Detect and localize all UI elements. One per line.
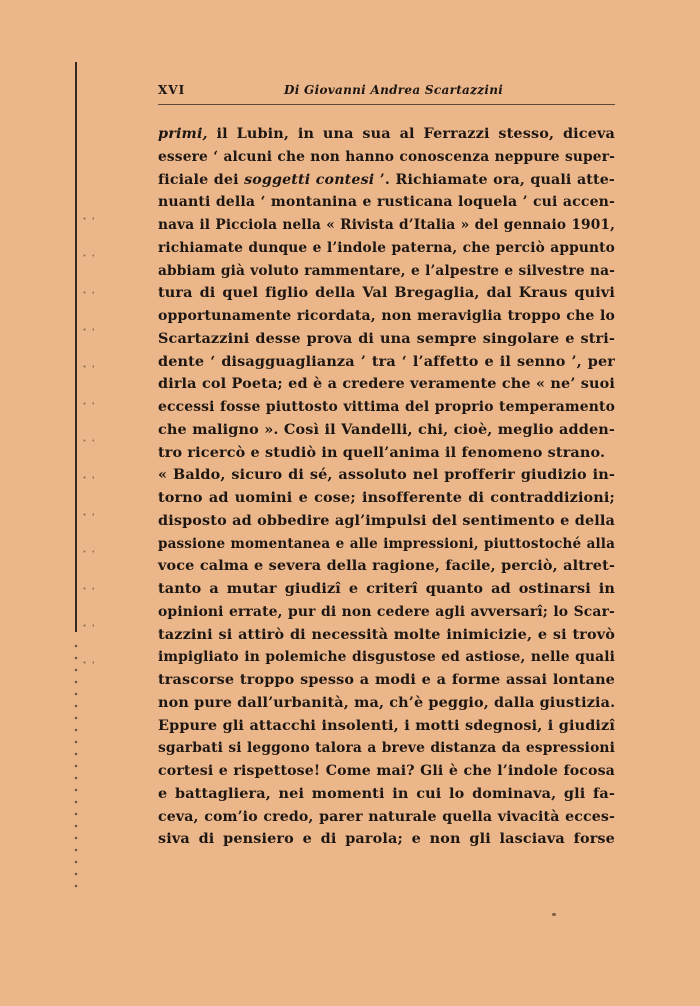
text-line: voce calma e severa della ragione, facile, perciò, altret- bbox=[158, 557, 615, 575]
binding-edge-dots bbox=[74, 640, 78, 890]
header-rule bbox=[158, 104, 615, 105]
text-run: ficiale dei bbox=[158, 171, 245, 188]
text-line: che maligno ». Così il Vandelli, chi, cioè, meglio adden- bbox=[158, 420, 615, 438]
text-line: ceva, com’io credo, parer naturale quella vivacità ecces- bbox=[158, 808, 615, 825]
page-number: XVI bbox=[158, 83, 186, 97]
binding-edge-rule bbox=[75, 62, 77, 632]
text-line: trascorse troppo spesso a modi e a forme assai lontane bbox=[158, 671, 615, 688]
text-line: tura di quel figlio della Val Bregaglia, dal Kraus quivi bbox=[158, 284, 615, 302]
ink-speck bbox=[552, 913, 556, 916]
text-line: e battagliera, nei momenti in cui lo dominava, gli fa- bbox=[158, 784, 615, 802]
text-line: dirla col Poeta; ed è a credere veramente che « ne’ suoi bbox=[158, 375, 615, 393]
text-line: tanto a mutar giudizî e criterî quanto ad ostinarsi in bbox=[158, 580, 615, 597]
text-line: non pure dall’urbanità, ma, ch’è peggio, dalla giustizia. bbox=[158, 693, 616, 711]
text-line: torno ad uomini e cose; insofferente di contraddizioni; bbox=[158, 489, 615, 506]
text-line: impigliato in polemiche disgustose ed astiose, nelle quali bbox=[158, 649, 615, 666]
text-line bbox=[158, 169, 615, 192]
text-line: passione momentanea e alle impressioni, piuttostoché alla bbox=[158, 535, 615, 552]
text-run: ’. Richiamate ora, quali atte- bbox=[374, 171, 615, 188]
text-line: « Baldo, sicuro di sé, assoluto nel profferir giudizio in- bbox=[158, 466, 615, 484]
text-line: opportunamente ricordata, non meraviglia troppo che lo bbox=[158, 308, 615, 324]
body-text bbox=[158, 123, 615, 851]
text-line: nava il Picciola nella « Rivista d’Italia » del gennaio 1901, bbox=[158, 217, 615, 233]
text-italic: soggetti contesi bbox=[244, 171, 375, 188]
text-line: Scartazzini desse prova di una sempre singolare e stri- bbox=[158, 329, 615, 347]
text-line: eccessi fosse piuttosto vittima del proprio temperamento bbox=[158, 399, 615, 415]
text-line: nuanti della ‘ montanina e rusticana loquela ’ cui accen- bbox=[158, 194, 615, 211]
text-line: disposto ad obbedire agl’impulsi del sentimento e della bbox=[158, 511, 615, 529]
text-line: cortesi e rispettose! Come mai? Gli è che l’indole focosa bbox=[158, 763, 615, 779]
text-line: Eppure gli attacchi insolenti, i motti sdegnosi, i giudizî bbox=[158, 716, 615, 734]
text-line: richiamate dunque e l’indole paterna, che perciò appunto bbox=[158, 239, 615, 256]
text-line bbox=[158, 123, 615, 146]
text-run: il Lubin, in una sua al Ferrazzi stesso, diceva bbox=[207, 125, 615, 142]
page-header bbox=[158, 83, 615, 103]
paper-specks bbox=[80, 200, 94, 680]
text-line: opinioni errate, pur di non cedere agli avversarî; lo Scar- bbox=[158, 603, 615, 620]
running-title: Di Giovanni Andrea Scartazzini bbox=[284, 83, 504, 97]
text-italic: primi, bbox=[158, 125, 208, 142]
text-line: dente ‘ disagguaglianza ’ tra ‘ l’affetto e il senno ’, per bbox=[158, 352, 615, 370]
text-line: abbiam già voluto rammentare, e l’alpestre e silvestre na- bbox=[158, 262, 615, 279]
text-line: siva di pensiero e di parola; e non gli lasciava forse bbox=[158, 830, 615, 848]
text-line: tro ricercò e studiò in quell’anima il fenomeno strano. bbox=[158, 443, 606, 461]
text-line: essere ‘ alcuni che non hanno conoscenza neppure super- bbox=[158, 148, 615, 165]
text-line: sgarbati si leggono talora a breve distanza da espressioni bbox=[158, 740, 615, 757]
text-line: tazzini si attirò di necessità molte inimicizie, e si trovò bbox=[158, 625, 615, 643]
